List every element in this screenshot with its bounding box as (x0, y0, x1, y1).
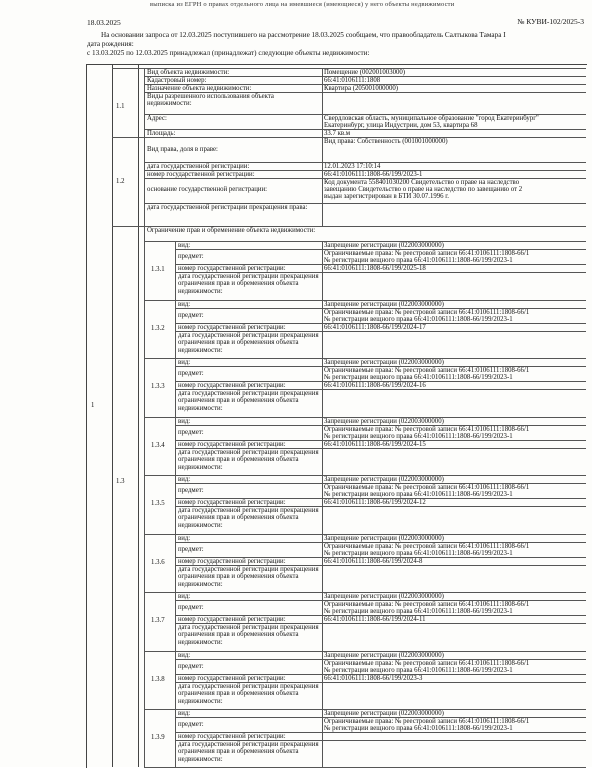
subject-label: предмет: (178, 253, 204, 260)
reg-number-label: номер государственной регистрации: (178, 382, 286, 389)
subject-value: № регистрации вещного права 66:41:0106111:1808-66/199/2023-1 (324, 550, 513, 557)
section-title: Ограничение прав и обременение объекта недвижимости: (147, 227, 316, 234)
column-line (322, 68, 323, 137)
kind-label: вид: (178, 301, 191, 308)
subject-label: предмет: (178, 487, 204, 494)
reg-number-value: 66:41:0106111:1808-66/199/2024-11 (324, 616, 426, 623)
entry-number: 1.3.2 (151, 325, 165, 332)
reg-number-label: номер государственной регистрации: (178, 616, 286, 623)
field-label: Адрес: (147, 115, 167, 122)
intro-line-1: На основании запроса от 12.03.2025 поступившего на рассмотрение 18.03.2025 сообщаем, что правообладатель Салтыкова Тамара I (101, 31, 506, 39)
entry-number: 1.3.7 (151, 617, 165, 624)
field-label: Кадастровый номер: (147, 77, 207, 84)
subject-value: Ограничиваемые права: № реестровой записи 66:41:0106111:1808-66/1 (324, 718, 530, 725)
field-value: Вид права: Собственность (001001000000) (324, 138, 448, 145)
field-label: дата государственной регистрации: (147, 163, 250, 170)
field-value: Екатеринбург, улица Индустрии, дом 53, квартира 68 (324, 122, 478, 129)
kind-value: Запрещение регистрации (022003000000) (324, 652, 444, 659)
subject-value: Ограничиваемые права: № реестровой записи 66:41:0106111:1808-66/1 (324, 543, 530, 550)
entry-number: 1.3.4 (151, 442, 165, 449)
reg-number-label: номер государственной регистрации: (178, 265, 286, 272)
kind-label: вид: (178, 476, 191, 483)
section-number: 1.1 (116, 103, 125, 110)
kind-value: Запрещение регистрации (022003000000) (324, 418, 444, 425)
subject-label: предмет: (178, 721, 204, 728)
kind-label: вид: (178, 359, 191, 366)
intro-line-3: с 13.03.2025 по 12.03.2025 принадлежал (принадлежат) следующие объекты недвижимости: (87, 48, 370, 57)
subject-value: Ограничиваемые права: № реестровой записи 66:41:0106111:1808-66/1 (324, 426, 530, 433)
end-date-label: дата государственной регистрации прекращения ограничения прав и обременения объекта недвижимости: (178, 683, 319, 705)
document-date: 18.03.2025 (87, 18, 121, 27)
kind-label: вид: (178, 710, 191, 717)
kind-label: вид: (178, 242, 191, 249)
subject-label: предмет: (178, 546, 204, 553)
field-label: номер государственной регистрации: (147, 171, 255, 178)
kind-label: вид: (178, 652, 191, 659)
kind-value: Запрещение регистрации (022003000000) (324, 359, 444, 366)
subject-value: № регистрации вещного права 66:41:0106111:1808-66/199/2023-1 (324, 608, 513, 615)
entry-number: 1.3.8 (151, 676, 165, 683)
field-label: дата государственной регистрации прекращения права: (147, 204, 308, 211)
subject-value: № регистрации вещного права 66:41:0106111:1808-66/199/2023-1 (324, 667, 513, 674)
kind-value: Запрещение регистрации (022003000000) (324, 535, 444, 542)
reg-number-label: номер государственной регистрации: (178, 675, 286, 682)
kind-value: Запрещение регистрации (022003000000) (324, 593, 444, 600)
document-number: № КУВИ-102/2025-3 (517, 17, 584, 26)
field-value: Код документа 558401030200 Свидетельство о праве на наследство (324, 179, 520, 186)
reg-number-value: 66:41:0106111:1808-66/199/2024-12 (324, 499, 426, 506)
reg-number-value: 66:41:0106111:1808-66/199/2024-16 (324, 382, 426, 389)
reg-number-label: номер государственной регистрации: (178, 733, 286, 740)
subject-value: Ограничиваемые права: № реестровой записи 66:41:0106111:1808-66/1 (324, 601, 530, 608)
subject-value: № регистрации вещного права 66:41:0106111:1808-66/199/2023-1 (324, 374, 513, 381)
field-label: Назначение объекта недвижимости: (147, 85, 252, 92)
entry-number: 1.3.9 (151, 734, 165, 741)
subject-value: № регистрации вещного права 66:41:0106111:1808-66/199/2023-1 (324, 257, 513, 264)
subject-label: предмет: (178, 312, 204, 319)
kind-label: вид: (178, 418, 191, 425)
column-line (144, 68, 145, 137)
field-label: Вид права, доля в праве: (147, 146, 218, 153)
subject-label: предмет: (178, 604, 204, 611)
field-value: 66:41:0106111:1808-66/199/2023-1 (324, 171, 423, 178)
subject-value: № регистрации вещного права 66:41:0106111:1808-66/199/2023-1 (324, 316, 513, 323)
subject-value: Ограничиваемые права: № реестровой записи 66:41:0106111:1808-66/1 (324, 367, 530, 374)
kind-value: Запрещение регистрации (022003000000) (324, 710, 444, 717)
subject-value: Ограничиваемые права: № реестровой записи 66:41:0106111:1808-66/1 (324, 309, 530, 316)
column-line (322, 137, 323, 226)
end-date-label: дата государственной регистрации прекращения ограничения прав и обременения объекта недвижимости: (178, 741, 319, 763)
field-value: Помещение (002001003000) (324, 69, 406, 76)
section-number: 1.3 (116, 478, 125, 485)
kind-value: Запрещение регистрации (022003000000) (324, 242, 444, 249)
field-label: основание государственной регистрации: (147, 186, 268, 193)
column-line (322, 241, 323, 767)
entry-number: 1.3.6 (151, 559, 165, 566)
subject-value: Ограничиваемые права: № реестровой записи 66:41:0106111:1808-66/1 (324, 484, 530, 491)
subject-label: предмет: (178, 663, 204, 670)
entry-number: 1.3.1 (151, 266, 165, 273)
subject-value: Ограничиваемые права: № реестровой записи 66:41:0106111:1808-66/1 (324, 250, 530, 257)
field-value: Квартира (205001000000) (324, 85, 399, 92)
end-date-label: дата государственной регистрации прекращения ограничения прав и обременения объекта недвижимости: (178, 624, 319, 646)
table-column-1 (86, 64, 113, 767)
section-number: 1.2 (116, 178, 125, 185)
subject-value: Ограничиваемые права: № реестровой записи 66:41:0106111:1808-66/1 (324, 660, 530, 667)
end-date-label: дата государственной регистрации прекращения ограничения прав и обременения объекта недвижимости: (178, 507, 319, 529)
end-date-label: дата государственной регистрации прекращения ограничения прав и обременения объекта недвижимости: (178, 332, 319, 354)
end-date-label: дата государственной регистрации прекращения ограничения прав и обременения объекта недвижимости: (178, 449, 319, 471)
entry-number: 1.3.5 (151, 500, 165, 507)
field-value: 12.01.2023 17:10:14 (324, 163, 381, 170)
kind-value: Запрещение регистрации (022003000000) (324, 476, 444, 483)
reg-number-label: номер государственной регистрации: (178, 499, 286, 506)
subject-label: предмет: (178, 429, 204, 436)
column-line (144, 137, 145, 226)
intro-text (87, 31, 587, 57)
end-date-label: дата государственной регистрации прекращения ограничения прав и обременения объекта недвижимости: (178, 390, 319, 412)
subject-label: предмет: (178, 370, 204, 377)
reg-number-label: номер государственной регистрации: (178, 558, 286, 565)
reg-number-value: 66:41:0106111:1808-66/199/2024-17 (324, 324, 426, 331)
reg-number-value: 66:41:0106111:1808-66/199/2025-18 (324, 265, 426, 272)
field-label: Площадь: (147, 130, 176, 137)
column-line (144, 226, 145, 767)
field-value: завещанию Свидетельство о праве на наследство по завещанию от 2 (324, 186, 523, 193)
entry-number: 1.3.3 (151, 383, 165, 390)
reg-number-label: номер государственной регистрации: (178, 324, 286, 331)
reg-number-value: 66:41:0106111:1808-66/199/2023-3 (324, 675, 423, 682)
kind-label: вид: (178, 535, 191, 542)
field-label: Вид объекта недвижимости: (147, 69, 230, 76)
reg-number-value: 66:41:0106111:1808-66/199/2024-8 (324, 558, 423, 565)
intro-line-2: дата рождения: (87, 39, 134, 48)
kind-label: вид: (178, 593, 191, 600)
field-value: 33.7 кв.м (324, 130, 351, 137)
table-column-2 (112, 64, 139, 767)
field-label: Виды разрешенного использования объекта недвижимости: (147, 93, 274, 108)
end-date-label: дата государственной регистрации прекращения ограничения прав и обременения объекта недвижимости: (178, 273, 319, 295)
subject-value: № регистрации вещного права 66:41:0106111:1808-66/199/2023-1 (324, 491, 513, 498)
field-value: выдан зарегистрирован в БТИ 30.07.1996 г. (324, 193, 449, 200)
row-number: 1 (91, 402, 95, 409)
reg-number-label: номер государственной регистрации: (178, 441, 286, 448)
subject-value: № регистрации вещного права 66:41:0106111:1808-66/199/2023-1 (324, 433, 513, 440)
kind-value: Запрещение регистрации (022003000000) (324, 301, 444, 308)
field-value: 66:41:0106111:1808 (324, 77, 381, 84)
header-cut-line: выписка из ЕГРН о правах отдельного лица на имевшиеся (имеющиеся) у него объекты недвижимости (150, 1, 455, 8)
reg-number-value: 66:41:0106111:1808-66/199/2024-15 (324, 441, 426, 448)
field-value: Свердловская область, муниципальное образование "город Екатеринбург" (324, 115, 539, 122)
subject-value: № регистрации вещного права 66:41:0106111:1808-66/199/2023-1 (324, 725, 513, 732)
end-date-label: дата государственной регистрации прекращения ограничения прав и обременения объекта недвижимости: (178, 566, 319, 588)
